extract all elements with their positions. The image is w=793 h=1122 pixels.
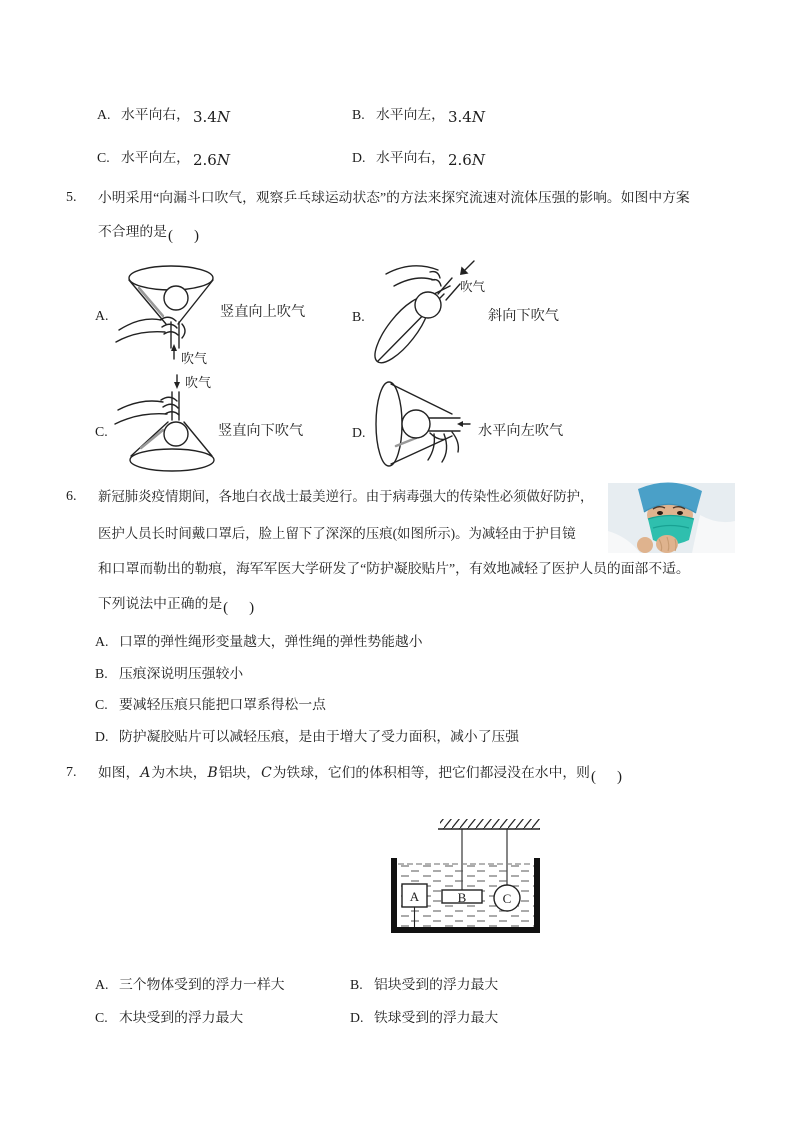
block-a-label: A bbox=[409, 889, 420, 904]
blow-label: 吹气 bbox=[181, 351, 208, 366]
q6-option-a bbox=[95, 632, 423, 652]
ball bbox=[415, 292, 441, 318]
funnel-blow-diagonal-figure bbox=[368, 258, 486, 370]
option-letter: D. bbox=[95, 729, 109, 744]
figure-b-caption: 斜向下吹气 bbox=[488, 308, 559, 324]
option-letter: D. bbox=[350, 1010, 364, 1025]
ceiling-hatch bbox=[440, 819, 540, 829]
option-letter: B. bbox=[352, 107, 365, 122]
question-6-line2: 医护人员长时间戴口罩后，脸上留下了深深的压痕(如图所示)。为减轻由于护目镜 bbox=[98, 526, 576, 541]
option-letter: C. bbox=[97, 150, 110, 165]
blow-arrow bbox=[464, 261, 474, 271]
ball bbox=[402, 410, 430, 438]
option-letter: A. bbox=[95, 634, 109, 649]
funnel-blow-down-figure bbox=[115, 372, 235, 476]
q6-option-b bbox=[95, 664, 243, 684]
funnel-mouth bbox=[130, 449, 214, 471]
answer-blank: ( ) bbox=[590, 768, 625, 785]
figure-c-letter: C. bbox=[95, 424, 108, 439]
question-7-text: 如图，A为木块，B铝块，C为铁球，它们的体积相等，把它们都浸没在水中，则( ) bbox=[98, 765, 625, 785]
option-text: 防护凝胶贴片可以减轻压痕，是由于增大了受力面积，减小了压强 bbox=[119, 729, 520, 744]
hand bbox=[115, 397, 179, 424]
hand bbox=[116, 317, 185, 342]
prev-option-b bbox=[352, 104, 485, 125]
q7-option-b bbox=[350, 975, 498, 995]
q7-option-a bbox=[95, 975, 285, 995]
option-text: 水平向左， bbox=[376, 107, 445, 122]
ball bbox=[164, 286, 188, 310]
blow-arrowhead bbox=[457, 421, 463, 427]
blow-label: 吹气 bbox=[460, 280, 486, 294]
q6-option-c bbox=[95, 695, 326, 715]
hand bbox=[428, 432, 458, 462]
nurse-mask-photo bbox=[608, 483, 735, 553]
option-text: 压痕深说明压强较小 bbox=[119, 666, 244, 681]
prev-option-d bbox=[352, 147, 485, 168]
option-text: 水平向右， bbox=[121, 107, 190, 122]
option-letter: A. bbox=[97, 107, 111, 122]
var-a: A bbox=[140, 765, 151, 781]
option-letter: B. bbox=[350, 977, 363, 992]
var-c: C bbox=[261, 765, 272, 781]
q7-option-c bbox=[95, 1008, 243, 1028]
q6-option-d bbox=[95, 727, 519, 747]
hand bbox=[386, 266, 441, 286]
option-text: 铝块受到的浮力最大 bbox=[374, 977, 499, 992]
blow-arrowhead bbox=[174, 382, 180, 389]
question-6-line3: 和口罩而勒出的勒痕，海军军医大学研发了“防护凝胶贴片”，有效地减轻了医护人员的面部不适。 bbox=[98, 561, 690, 576]
option-value: 2.6N bbox=[447, 150, 485, 169]
blow-label: 吹气 bbox=[185, 375, 212, 390]
option-text: 水平向左， bbox=[121, 150, 190, 165]
figure-a-caption: 竖直向上吹气 bbox=[220, 304, 306, 320]
funnel-blow-up-figure bbox=[115, 258, 235, 368]
option-value: 2.6N bbox=[192, 150, 230, 169]
buoyancy-tank-figure bbox=[388, 818, 543, 940]
funnel-blow-left-figure bbox=[372, 376, 472, 478]
figure-c-caption: 竖直向下吹气 bbox=[218, 423, 304, 439]
option-text: 铁球受到的浮力最大 bbox=[374, 1010, 499, 1025]
question-6-line1: 新冠肺炎疫情期间，各地白衣战士最美逆行。由于病毒强大的传染性必须做好防护， bbox=[98, 489, 594, 504]
question-5-line1: 小明采用“向漏斗口吹气，观察乒乓球运动状态”的方法来探究流速对流体压强的影响。如图中方案 bbox=[98, 190, 690, 205]
ball bbox=[164, 422, 188, 446]
option-text: 水平向右， bbox=[376, 150, 445, 165]
question-5-number: 5. bbox=[66, 190, 77, 205]
option-letter: C. bbox=[95, 1010, 108, 1025]
prev-option-a bbox=[97, 104, 230, 125]
block-b-label: B bbox=[457, 890, 467, 905]
option-text: 木块受到的浮力最大 bbox=[119, 1010, 244, 1025]
option-letter: D. bbox=[352, 150, 366, 165]
option-letter: A. bbox=[95, 977, 109, 992]
question-6-line4: 下列说法中正确的是( ) bbox=[98, 596, 258, 616]
left-hand bbox=[637, 537, 653, 553]
answer-blank: ( ) bbox=[223, 599, 258, 616]
funnel-stem bbox=[429, 418, 460, 431]
option-text: 三个物体受到的浮力一样大 bbox=[119, 977, 285, 992]
ball-c-label: C bbox=[502, 891, 512, 906]
option-text: 要减轻压痕只能把口罩系得松一点 bbox=[119, 697, 326, 712]
question-5-line2: 不合理的是( ) bbox=[98, 224, 202, 244]
prev-option-c bbox=[97, 147, 230, 168]
option-value: 3.4N bbox=[192, 107, 230, 126]
right-eye bbox=[677, 511, 683, 515]
q7-option-d bbox=[350, 1008, 498, 1028]
option-letter: C. bbox=[95, 697, 108, 712]
figure-b-letter: B. bbox=[352, 309, 365, 324]
option-text: 口罩的弹性绳形变量越大，弹性绳的弹性势能越小 bbox=[119, 634, 423, 649]
option-value: 3.4N bbox=[447, 107, 485, 126]
figure-a-letter: A. bbox=[95, 308, 109, 323]
blow-arrowhead bbox=[171, 344, 177, 351]
figure-d-letter: D. bbox=[352, 425, 366, 440]
option-letter: B. bbox=[95, 666, 108, 681]
answer-blank: ( ) bbox=[167, 227, 202, 244]
var-b: B bbox=[207, 765, 218, 781]
funnel-mouth bbox=[376, 382, 402, 466]
figure-d-caption: 水平向左吹气 bbox=[478, 423, 564, 439]
left-eye bbox=[657, 511, 663, 515]
question-7-number: 7. bbox=[66, 765, 77, 780]
question-6-number: 6. bbox=[66, 489, 77, 504]
